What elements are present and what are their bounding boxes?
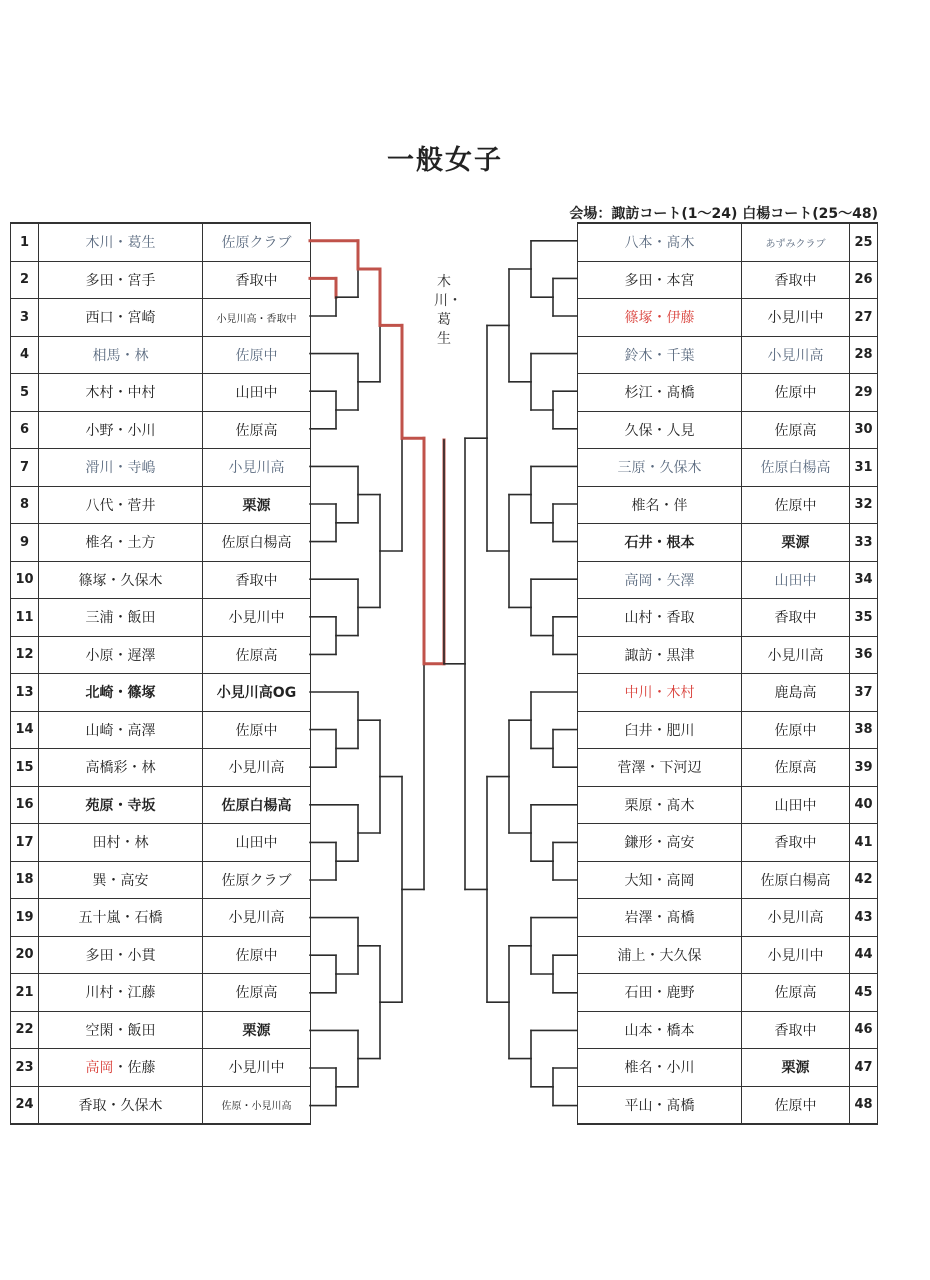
entry-row <box>578 899 878 937</box>
entry-row <box>11 599 311 637</box>
team-name: 小見川高 <box>742 899 850 937</box>
entry-row <box>578 974 878 1012</box>
player-names: 岩澤・髙橋 <box>578 899 742 937</box>
entry-number: 7 <box>11 449 39 487</box>
team-name: 佐原中 <box>203 936 311 974</box>
team-name: 香取中 <box>203 561 311 599</box>
entry-number: 24 <box>11 1086 39 1124</box>
player-names: 椎名・土方 <box>39 524 203 562</box>
entry-row <box>578 674 878 712</box>
entry-row <box>578 861 878 899</box>
entry-number: 26 <box>850 261 878 299</box>
entry-row <box>578 449 878 487</box>
entry-row <box>578 411 878 449</box>
entry-row <box>578 1049 878 1087</box>
team-name: 香取中 <box>203 261 311 299</box>
player-names: 鎌形・高安 <box>578 824 742 862</box>
entry-row <box>11 674 311 712</box>
entry-number: 10 <box>11 561 39 599</box>
team-name: 小見川中 <box>203 599 311 637</box>
team-name: 栗源 <box>203 1011 311 1049</box>
player-names: 平山・髙橋 <box>578 1086 742 1124</box>
entry-row <box>578 749 878 787</box>
entry-row <box>11 524 311 562</box>
player-names: 山本・橋本 <box>578 1011 742 1049</box>
entry-row <box>11 374 311 412</box>
entry-number: 48 <box>850 1086 878 1124</box>
entry-row <box>578 824 878 862</box>
team-name: 小見川高 <box>742 636 850 674</box>
player-names: 多田・小貫 <box>39 936 203 974</box>
player-name-rest: ・佐藤 <box>113 1060 156 1077</box>
entry-row <box>578 486 878 524</box>
player-names: 小野・小川 <box>39 411 203 449</box>
entry-row <box>11 486 311 524</box>
player-names: 石井・根本 <box>578 524 742 562</box>
team-name: 佐原白楊高 <box>742 861 850 899</box>
entry-number: 30 <box>850 411 878 449</box>
entry-number: 23 <box>11 1049 39 1087</box>
team-name: 佐原クラブ <box>203 223 311 261</box>
player-names: 高橋彩・林 <box>39 749 203 787</box>
player-names: 八本・髙木 <box>578 223 742 261</box>
entry-number: 34 <box>850 561 878 599</box>
player-names: 木川・葛生 <box>39 223 203 261</box>
player-names: 北崎・篠塚 <box>39 674 203 712</box>
player-names: 相馬・林 <box>39 336 203 374</box>
team-name: 山田中 <box>203 374 311 412</box>
team-name: 小見川高OG <box>203 674 311 712</box>
entry-row <box>578 336 878 374</box>
player-names: 八代・菅井 <box>39 486 203 524</box>
entry-row <box>11 1049 311 1087</box>
entry-number: 36 <box>850 636 878 674</box>
entry-row <box>11 899 311 937</box>
player-names: 小原・遅澤 <box>39 636 203 674</box>
entry-number: 5 <box>11 374 39 412</box>
player-names: 椎名・伴 <box>578 486 742 524</box>
team-name: 佐原白楊高 <box>203 786 311 824</box>
entry-row <box>11 223 311 261</box>
venue-info: 会場：諏訪コート(1～24) 白楊コート(25～48) <box>569 206 878 222</box>
left-bracket-table <box>10 222 311 1125</box>
team-name: 佐原・小見川高 <box>203 1086 311 1124</box>
entry-number: 42 <box>850 861 878 899</box>
entry-row <box>11 561 311 599</box>
entry-number: 40 <box>850 786 878 824</box>
entry-row <box>11 636 311 674</box>
team-name: 山田中 <box>203 824 311 862</box>
player-names: 三原・久保木 <box>578 449 742 487</box>
entry-number: 21 <box>11 974 39 1012</box>
entry-row <box>11 749 311 787</box>
entry-number: 27 <box>850 299 878 337</box>
team-name: 山田中 <box>742 786 850 824</box>
entry-number: 6 <box>11 411 39 449</box>
team-name: 佐原高 <box>203 636 311 674</box>
team-name: 佐原白楊高 <box>203 524 311 562</box>
entry-number: 3 <box>11 299 39 337</box>
player-names: 多田・本宮 <box>578 261 742 299</box>
player-names: 五十嵐・石橋 <box>39 899 203 937</box>
entry-row <box>578 223 878 261</box>
right-bracket-table <box>577 222 878 1125</box>
entry-row <box>578 936 878 974</box>
entry-row <box>578 636 878 674</box>
entry-number: 32 <box>850 486 878 524</box>
player-names: 田村・林 <box>39 824 203 862</box>
entry-row <box>578 599 878 637</box>
player-names: 大知・高岡 <box>578 861 742 899</box>
player-names: 臼井・肥川 <box>578 711 742 749</box>
entry-row <box>11 936 311 974</box>
team-name: 佐原高 <box>203 974 311 1012</box>
entry-number: 41 <box>850 824 878 862</box>
entry-number: 17 <box>11 824 39 862</box>
entry-number: 28 <box>850 336 878 374</box>
player-names: 菅澤・下河辺 <box>578 749 742 787</box>
team-name: 香取中 <box>742 1011 850 1049</box>
entry-number: 9 <box>11 524 39 562</box>
team-name: 小見川高・香取中 <box>203 299 311 337</box>
entry-row <box>11 411 311 449</box>
player-names: 香取・久保木 <box>39 1086 203 1124</box>
entry-row <box>11 449 311 487</box>
team-name: 小見川高 <box>203 449 311 487</box>
player-names: 川村・江藤 <box>39 974 203 1012</box>
team-name: 佐原高 <box>742 974 850 1012</box>
team-name: 佐原中 <box>742 374 850 412</box>
entry-number: 47 <box>850 1049 878 1087</box>
team-name: 香取中 <box>742 824 850 862</box>
player-names: 椎名・小川 <box>578 1049 742 1087</box>
entry-row <box>11 824 311 862</box>
player-names: 西口・宮崎 <box>39 299 203 337</box>
team-name: 佐原クラブ <box>203 861 311 899</box>
player-names: 山崎・高澤 <box>39 711 203 749</box>
team-name: 小見川中 <box>203 1049 311 1087</box>
entry-row <box>11 711 311 749</box>
entry-number: 45 <box>850 974 878 1012</box>
entry-row <box>11 786 311 824</box>
team-name: 佐原中 <box>203 711 311 749</box>
entry-row <box>578 299 878 337</box>
player-names: 中川・木村 <box>578 674 742 712</box>
team-name: 佐原中 <box>742 486 850 524</box>
champion-label: 木川・葛生 <box>434 274 462 347</box>
player-names: 木村・中村 <box>39 374 203 412</box>
entry-number: 11 <box>11 599 39 637</box>
entry-number: 38 <box>850 711 878 749</box>
entry-number: 12 <box>11 636 39 674</box>
entry-number: 44 <box>850 936 878 974</box>
entry-number: 15 <box>11 749 39 787</box>
team-name: 佐原高 <box>203 411 311 449</box>
team-name: 小見川中 <box>742 299 850 337</box>
player-names: 山村・香取 <box>578 599 742 637</box>
team-name: 鹿島高 <box>742 674 850 712</box>
entry-row <box>11 861 311 899</box>
team-name: 佐原中 <box>742 711 850 749</box>
team-name: 佐原白楊高 <box>742 449 850 487</box>
entry-number: 33 <box>850 524 878 562</box>
team-name: 佐原高 <box>742 749 850 787</box>
player-names: 巽・高安 <box>39 861 203 899</box>
player-names: 石田・鹿野 <box>578 974 742 1012</box>
player-names: 篠塚・伊藤 <box>578 299 742 337</box>
player-names: 空閑・飯田 <box>39 1011 203 1049</box>
player-names: 鈴木・千葉 <box>578 336 742 374</box>
team-name: 佐原中 <box>742 1086 850 1124</box>
entry-row <box>11 1086 311 1124</box>
player-names: 栗原・髙木 <box>578 786 742 824</box>
entry-number: 43 <box>850 899 878 937</box>
player-name-highlight: 高岡 <box>85 1060 114 1077</box>
entry-number: 35 <box>850 599 878 637</box>
entry-row <box>578 1086 878 1124</box>
player-names: 高岡・矢澤 <box>578 561 742 599</box>
entry-row <box>578 524 878 562</box>
entry-row <box>11 299 311 337</box>
team-name: 小見川高 <box>203 899 311 937</box>
entry-number: 31 <box>850 449 878 487</box>
entry-number: 13 <box>11 674 39 712</box>
entry-row <box>578 374 878 412</box>
team-name: 佐原中 <box>203 336 311 374</box>
player-names: 三浦・飯田 <box>39 599 203 637</box>
team-name: 栗源 <box>742 1049 850 1087</box>
entry-row <box>578 786 878 824</box>
team-name: 佐原高 <box>742 411 850 449</box>
entry-number: 2 <box>11 261 39 299</box>
player-names: 久保・人見 <box>578 411 742 449</box>
entry-number: 20 <box>11 936 39 974</box>
team-name: 小見川高 <box>203 749 311 787</box>
player-names: 滑川・寺嶋 <box>39 449 203 487</box>
entry-row <box>578 261 878 299</box>
team-name: 栗源 <box>203 486 311 524</box>
entry-number: 19 <box>11 899 39 937</box>
entry-row <box>578 561 878 599</box>
player-names: 多田・宮手 <box>39 261 203 299</box>
entry-row <box>11 974 311 1012</box>
entry-number: 46 <box>850 1011 878 1049</box>
entry-number: 22 <box>11 1011 39 1049</box>
entry-row <box>578 1011 878 1049</box>
entry-row <box>11 261 311 299</box>
team-name: 山田中 <box>742 561 850 599</box>
entry-number: 39 <box>850 749 878 787</box>
player-names: 苑原・寺坂 <box>39 786 203 824</box>
entry-number: 14 <box>11 711 39 749</box>
entry-number: 37 <box>850 674 878 712</box>
player-names: 諏訪・黒津 <box>578 636 742 674</box>
team-name: 栗源 <box>742 524 850 562</box>
entry-number: 16 <box>11 786 39 824</box>
player-names: 篠塚・久保木 <box>39 561 203 599</box>
entry-number: 29 <box>850 374 878 412</box>
entry-number: 1 <box>11 223 39 261</box>
entry-number: 4 <box>11 336 39 374</box>
entry-number: 8 <box>11 486 39 524</box>
player-names <box>39 1049 203 1087</box>
team-name: 小見川中 <box>742 936 850 974</box>
page-title: 一般女子 <box>387 145 503 176</box>
team-name: あずみクラブ <box>742 223 850 261</box>
entry-row <box>578 711 878 749</box>
entry-number: 18 <box>11 861 39 899</box>
team-name: 香取中 <box>742 599 850 637</box>
entry-number: 25 <box>850 223 878 261</box>
player-names: 杉江・髙橋 <box>578 374 742 412</box>
team-name: 香取中 <box>742 261 850 299</box>
entry-row <box>11 336 311 374</box>
entry-row <box>11 1011 311 1049</box>
team-name: 小見川高 <box>742 336 850 374</box>
player-names: 浦上・大久保 <box>578 936 742 974</box>
